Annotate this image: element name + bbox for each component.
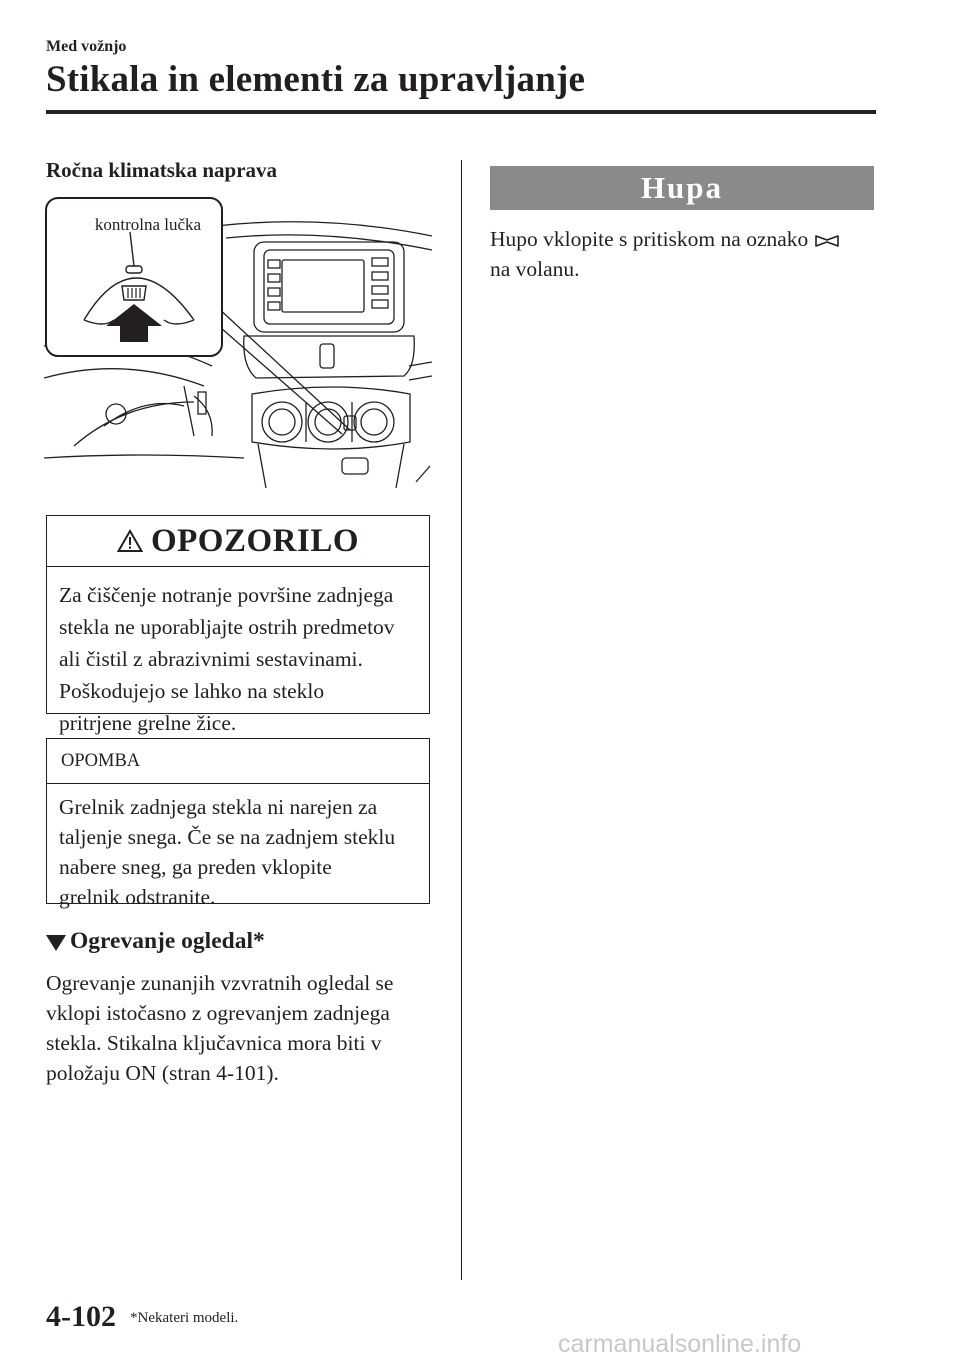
column-divider [461, 160, 462, 1280]
warning-line: stekla ne uporabljajte ostrih predmetov [59, 615, 395, 639]
callout-label: kontrolna lučka [94, 215, 202, 234]
warning-box [46, 515, 430, 735]
horn-paragraph [490, 224, 880, 284]
note-line: Grelnik zadnjega stekla ni narejen za [59, 795, 378, 819]
warning-triangle-icon [117, 529, 143, 553]
dashboard-illustration [44, 196, 432, 488]
mirror-paragraph [46, 968, 446, 1088]
mirror-line: položaju ON (stran 4-101). [46, 1061, 279, 1085]
subsection-heading-mirror-heating [46, 928, 265, 955]
horn-section-banner [490, 166, 874, 210]
section-heading-manual-climate: Ročna klimatska naprava [46, 158, 278, 182]
note-title: OPOMBA [47, 739, 429, 784]
note-box [46, 738, 430, 909]
section-label: Med vožnjo [46, 38, 127, 55]
warning-title: OPOZORILO [150, 522, 360, 559]
mirror-heading-text: Ogrevanje ogledal* [70, 928, 265, 954]
note-line: taljenje snega. Če se na zadnjem steklu [59, 825, 396, 849]
warning-line: pritrjene grelne žice. [59, 711, 237, 735]
mirror-line: vklopi istočasno z ogrevanjem zadnjega [46, 1001, 390, 1025]
mirror-line: stekla. Stikalna ključavnica mora biti v [46, 1031, 382, 1055]
horn-icon [814, 233, 840, 249]
page-number: 4-102 [46, 1300, 116, 1333]
footnote: *Nekateri modeli. [130, 1310, 239, 1326]
warning-body [47, 567, 429, 739]
note-line: nabere sneg, ga preden vklopite [59, 855, 332, 879]
section-triangle-icon [46, 935, 66, 951]
warning-line: ali čistil z abrazivnimi sestavinami. [59, 647, 363, 671]
chapter-title: Stikala in elementi za upravljanje [46, 59, 586, 100]
title-rule [46, 110, 876, 114]
note-line: grelnik odstranite. [59, 885, 216, 909]
warning-header [47, 516, 429, 567]
horn-line: na volanu. [490, 257, 580, 281]
horn-line [490, 224, 880, 254]
warning-line: Poškodujejo se lahko na steklo [59, 679, 325, 703]
mirror-line: Ogrevanje zunanjih vzvratnih ogledal se [46, 971, 394, 995]
horn-line-text: Hupo vklopite s pritiskom na oznako [490, 227, 809, 251]
note-body [47, 784, 429, 912]
watermark: carmanualsonline.info [558, 1330, 802, 1358]
warning-line: Za čiščenje notranje površine zadnjega [59, 583, 394, 607]
horn-section-title: Hupa [640, 170, 724, 205]
